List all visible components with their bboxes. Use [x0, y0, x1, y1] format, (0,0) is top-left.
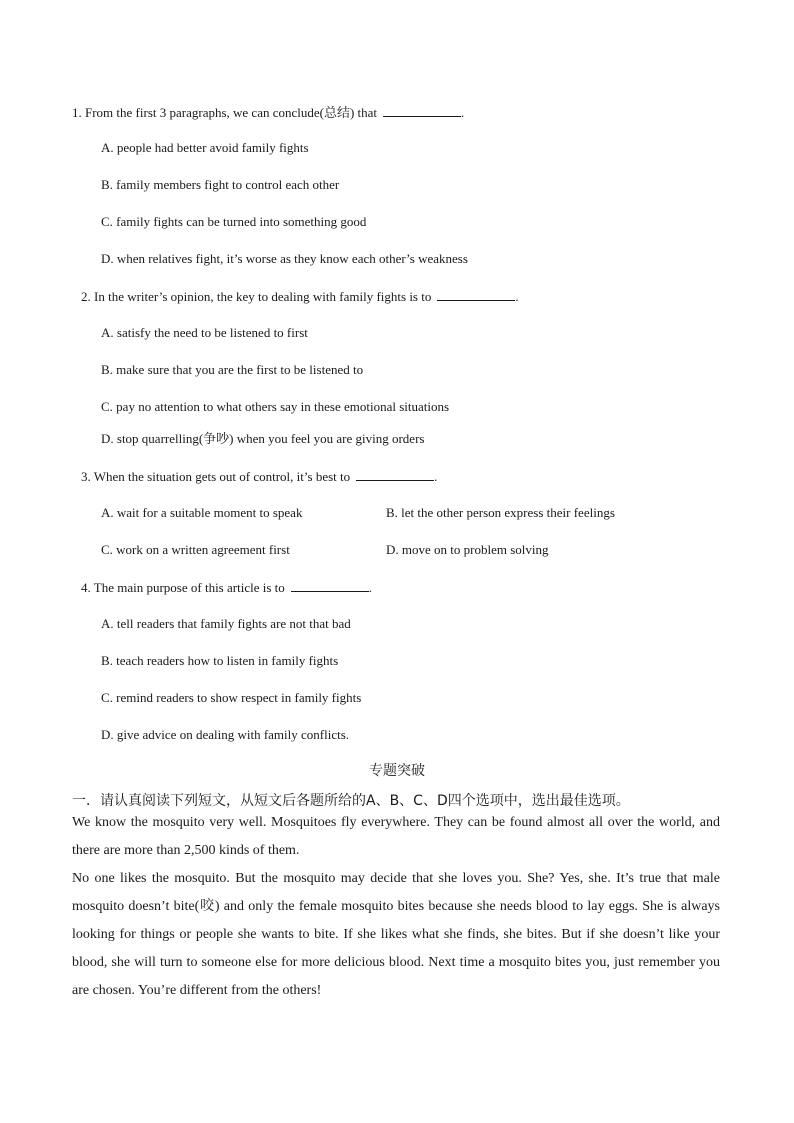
option-a: A. satisfy the need to be listened to first — [101, 325, 308, 340]
option-a: A. tell readers that family fights are not that bad — [101, 616, 351, 631]
option-d: D. move on to problem solving — [386, 542, 549, 557]
option-d: D. stop quarrelling(争吵) when you feel you are giving orders — [101, 431, 425, 446]
question-2-stem — [81, 288, 519, 305]
question-3-stem — [81, 468, 437, 485]
period: . — [461, 105, 465, 120]
passage-paragraph-1: We know the mosquito very well. Mosquitoes fly everywhere. They can be found almost all over the world, and there are more than 2,500 kinds of them. — [72, 815, 720, 858]
section-title: 专题突破 — [369, 764, 425, 779]
question-stem-text: 2. In the writer’s opinion, the key to dealing with family fights is to — [81, 289, 432, 304]
option-a: A. wait for a suitable moment to speak — [101, 505, 303, 520]
period: . — [515, 289, 519, 304]
answer-blank[interactable] — [356, 468, 434, 481]
option-b: B. make sure that you are the first to be listened to — [101, 362, 364, 377]
question-4-stem — [81, 579, 372, 596]
question-1-stem — [72, 104, 464, 121]
period: . — [368, 580, 372, 595]
question-stem-text: 3. When the situation gets out of control, it’s best to — [81, 469, 351, 484]
option-d: D. when relatives fight, it’s worse as they know each other’s weakness — [101, 251, 468, 266]
question-stem-text: 4. The main purpose of this article is to — [81, 580, 285, 595]
option-a: A. people had better avoid family fights — [101, 140, 309, 155]
answer-blank[interactable] — [437, 288, 515, 301]
option-c: C. family fights can be turned into something good — [101, 214, 367, 229]
answer-blank[interactable] — [291, 579, 369, 592]
option-c: C. work on a written agreement first — [101, 542, 290, 557]
passage-paragraph-2: No one likes the mosquito. But the mosquito may decide that she loves you. She? Yes, she. It’s true that male mosquito doesn’t bite(咬) and only the female mosquito bites because she needs blood to lay eggs. She is always looking for things or people she wants to bite. If she likes what she finds, she bites. But if she doesn’t like your blood, she will turn to someone else for more delicious blood. Next time a mosquito bites you, just remember you are chosen. You’re different from the others! — [72, 871, 720, 998]
answer-blank[interactable] — [383, 104, 461, 117]
option-d: D. give advice on dealing with family conflicts. — [101, 727, 350, 742]
option-c: C. remind readers to show respect in family fights — [101, 690, 362, 705]
option-b: B. family members fight to control each other — [101, 177, 340, 192]
period: . — [434, 469, 438, 484]
option-c: C. pay no attention to what others say in these emotional situations — [101, 399, 450, 414]
question-stem-text: 1. From the first 3 paragraphs, we can conclude(总结) that — [72, 105, 378, 120]
option-b: B. let the other person express their feelings — [386, 505, 615, 520]
option-b: B. teach readers how to listen in family fights — [101, 653, 339, 668]
instruction: 一．请认真阅读下列短文，从短文后各题所给的A、B、C、D四个选项中，选出最佳选项。 — [72, 793, 630, 809]
